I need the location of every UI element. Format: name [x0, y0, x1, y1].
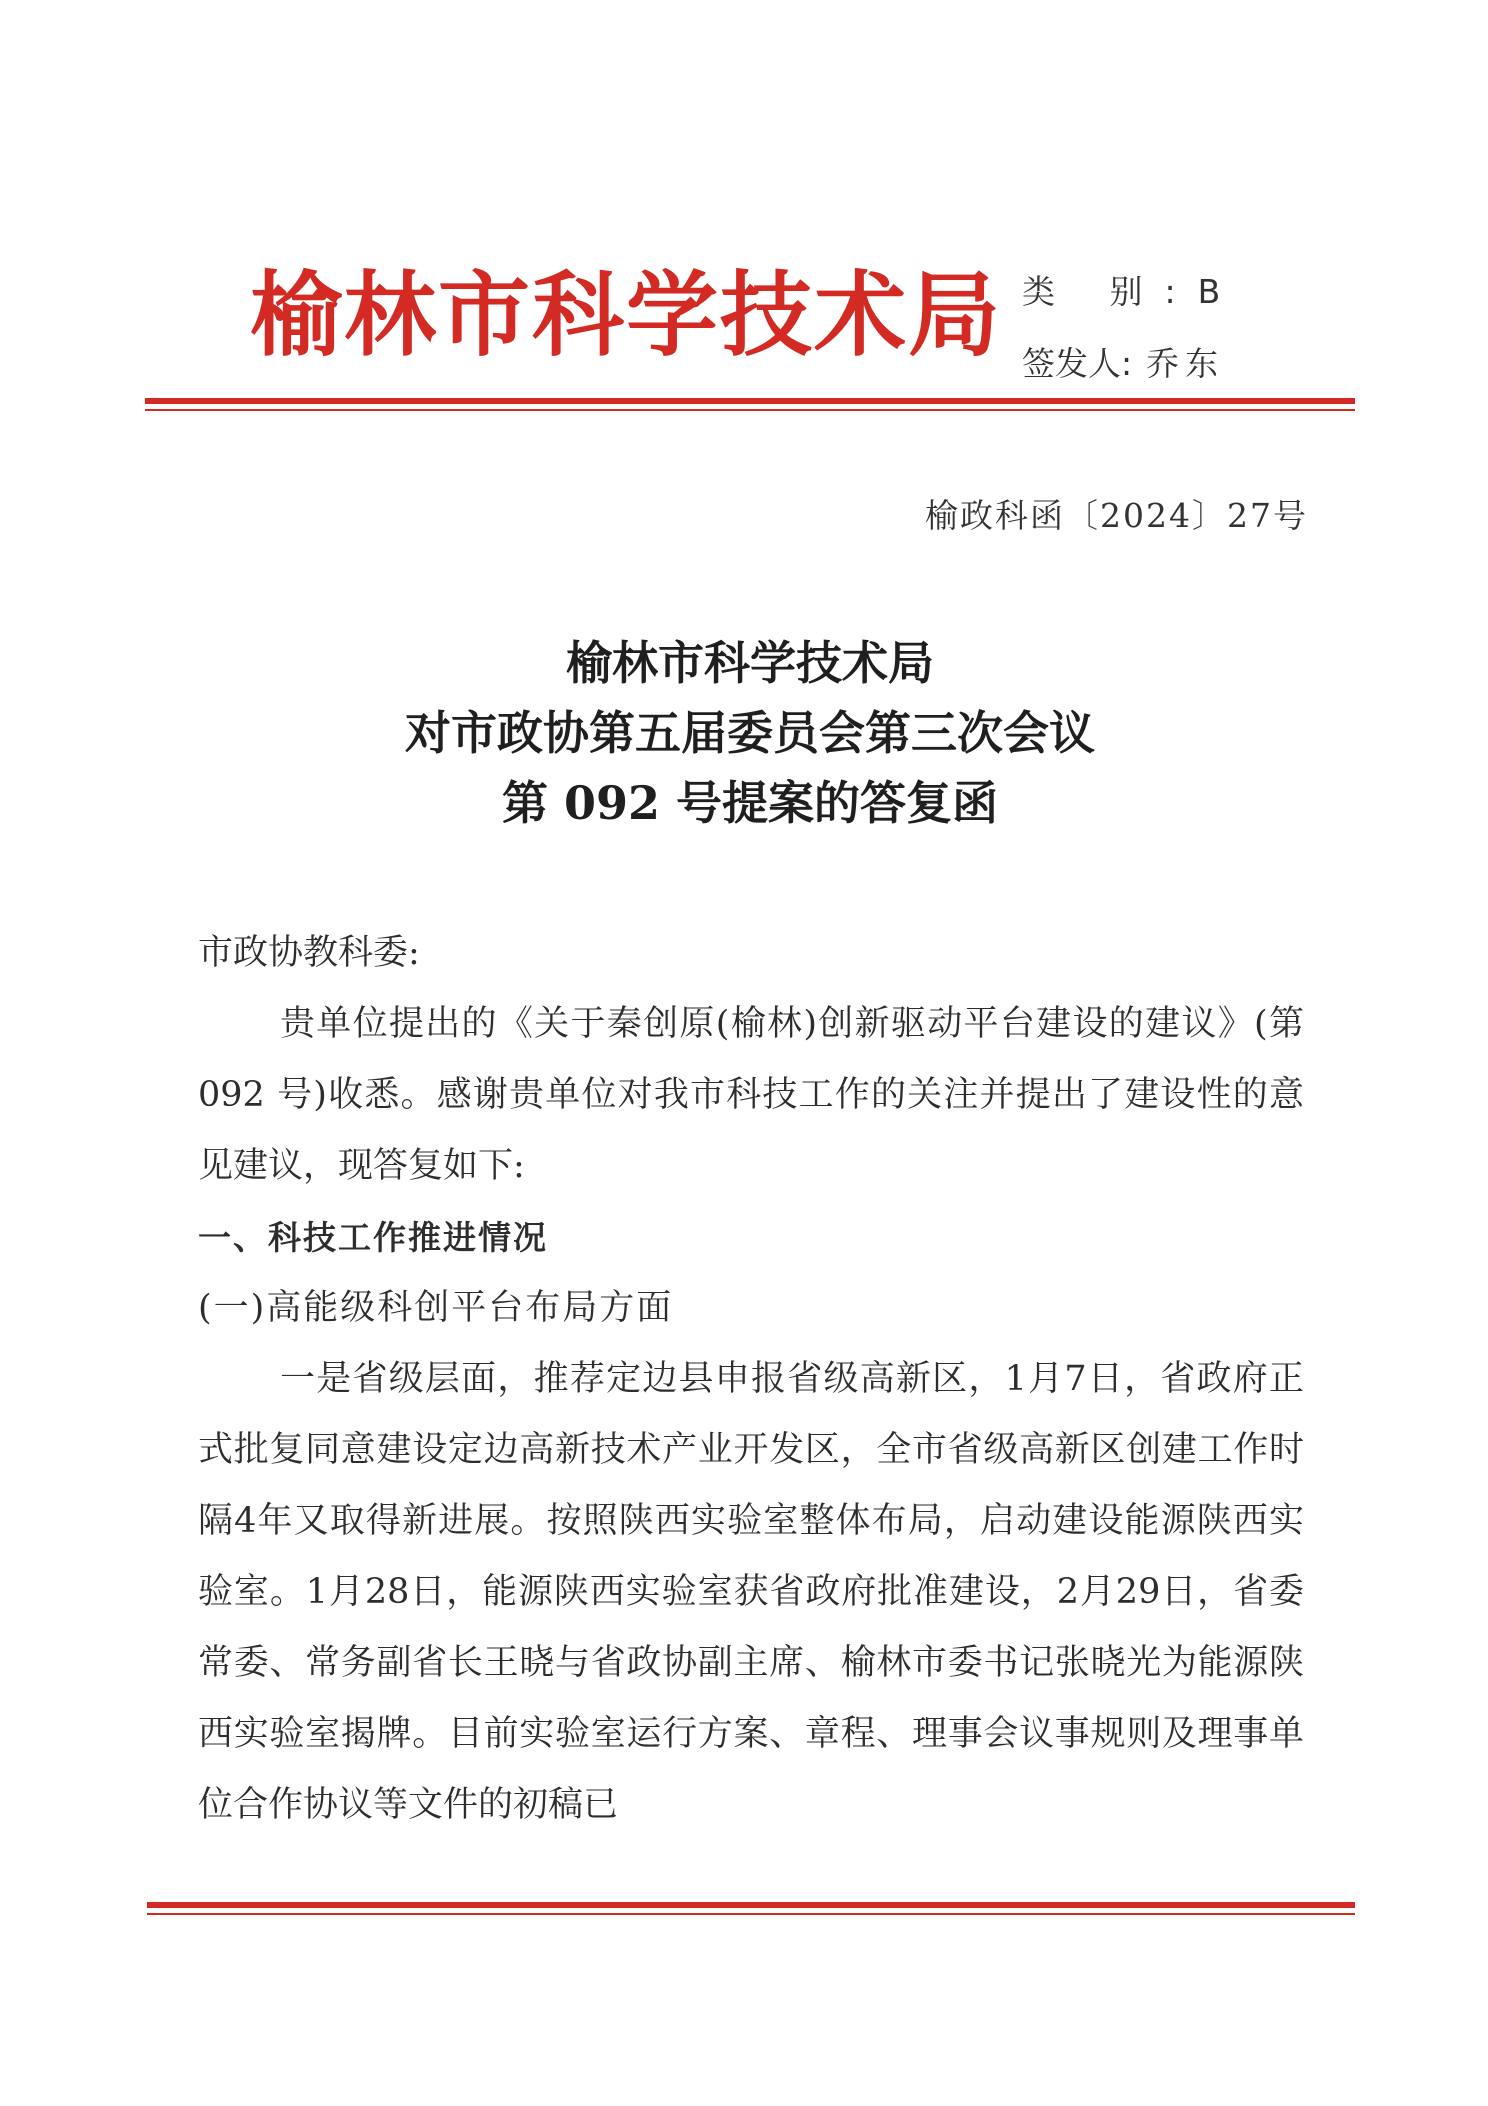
category-label: 类 别:	[1022, 272, 1198, 311]
intro-paragraph: 贵单位提出的《关于秦创原(榆林)创新驱动平台建设的建议》(第 092 号)收悉。感谢贵单位对我市科技工作的关注并提出了建设性的意见建议，现答复如下:	[198, 1004, 1304, 1186]
document-body	[198, 918, 1304, 1841]
document-title	[145, 628, 1355, 838]
document-category	[1022, 266, 1220, 313]
category-value: B	[1197, 272, 1221, 311]
footer-rule-thin	[147, 1913, 1355, 1915]
body-paragraph-1: 一是省级层面，推荐定边县申报省级高新区，1月7日，省政府正式批复同意建设定边高新技术产业开发区，全市省级高新区创建工作时隔4年又取得新进展。按照陕西实验室整体布局，启动建设能源陕西实验室。1月28日，能源陕西实验室获省政府批准建设，2月29日，省委常委、常务副省长王晓与省政协副主席、榆林市委书记张晓光为能源陕西实验室揭牌。目前实验室运行方案、章程、理事会议事规则及理事单位合作协议等文件的初稿已	[198, 1359, 1304, 1825]
letterhead-rule-thick	[145, 398, 1355, 404]
document-signer	[1022, 338, 1224, 385]
signer-value: 乔东	[1146, 344, 1225, 383]
title-line-2: 对市政协第五届委员会第三次会议	[405, 706, 1095, 760]
footer-rule-thick	[147, 1902, 1355, 1908]
letterhead-org-name: 榆林市科学技术局	[250, 261, 1003, 369]
section-1-heading: 一、科技工作推进情况	[198, 1218, 548, 1257]
signer-label: 签发人:	[1022, 344, 1133, 383]
title-line-1: 榆林市科学技术局	[566, 636, 934, 690]
subsection-1-heading: (一)高能级科创平台布局方面	[198, 1288, 674, 1328]
title-line-3: 第 092 号提案的答复函	[501, 776, 999, 830]
document-number: 榆政科函〔2024〕27号	[925, 496, 1308, 535]
addressee: 市政协教科委:	[198, 933, 420, 973]
letterhead-rule-thin	[145, 409, 1355, 411]
